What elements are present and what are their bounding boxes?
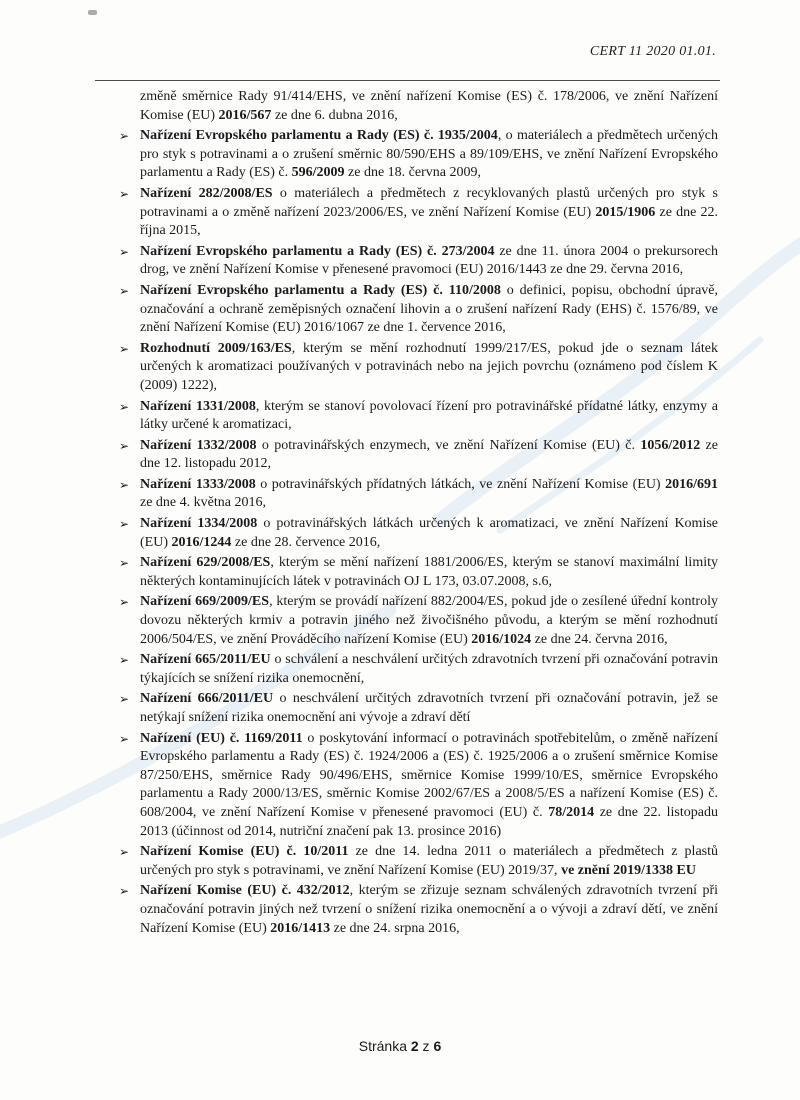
regulation-item-text: Nařízení 669/2009/ES, kterým se provádí nařízení 882/2004/ES, pokud jde o zesílené úřední kontroly dovozu některých krmiv a potravin jiného než živočišného původu, a kterým se mění rozhodnutí 2006/504/ES, ve znění Prováděcího nařízení Komise (EU) 2016/1024 ze dne 24. června 2016, bbox=[140, 594, 718, 647]
document-body bbox=[119, 88, 719, 940]
regulation-item-text: Nařízení 1332/2008 o potravinářských enzymech, ve znění Nařízení Komise (EU) č. 1056/2012 ze dne 12. listopadu 2012, bbox=[140, 437, 718, 472]
scan-artifact bbox=[88, 10, 97, 15]
regulation-item-text: Nařízení 629/2008/ES, kterým se mění nařízení 1881/2006/ES, kterým se stanoví maximální limity některých kontaminujících látek v potravinách OJ L 173, 03.07.2008, s.6, bbox=[140, 555, 718, 589]
regulation-item-text: Nařízení 1333/2008 o potravinářských přídatných látkách, ve znění Nařízení Komise (EU) 2016/691 ze dne 4. května 2016, bbox=[140, 476, 718, 511]
arrow-bullet-icon: ➢ bbox=[119, 399, 130, 414]
document-header bbox=[590, 44, 716, 60]
regulation-item-text: Nařízení Evropského parlamentu a Rady (ES) č. 110/2008 o definici, popisu, obchodní úpravě, označování a ochraně zeměpisných označení lihovin a o zrušení nařízení Rady (EHS) č. 1576/89, ve znění Nařízení Komise (EU) 2016/1067 ze dne 1. července 2016, bbox=[140, 282, 718, 336]
arrow-bullet-icon: ➢ bbox=[119, 731, 130, 746]
regulation-item-text: Nařízení 282/2008/ES o materiálech a předmětech z recyklovaných plastů určených pro styk s potravinami a o změně nařízení 2023/2006/ES, ve znění Nařízení Komise (EU) 2015/1906 ze dne 22. října 2015, bbox=[140, 185, 718, 239]
regulation-item bbox=[119, 554, 718, 591]
document-code: CERT 11 2020 01.01. bbox=[589, 44, 716, 59]
regulation-item bbox=[119, 882, 718, 938]
arrow-bullet-icon: ➢ bbox=[119, 244, 130, 259]
regulation-item bbox=[119, 515, 718, 552]
regulation-item bbox=[119, 593, 718, 649]
regulation-item-text: Rozhodnutí 2009/163/ES, kterým se mění rozhodnutí 1999/217/ES, pokud jde o seznam látek určených k aromatizaci používaných v potravinách nebo na jejich povrchu (oznámeno pod číslem K (2009) 1222), bbox=[140, 340, 718, 393]
arrow-bullet-icon: ➢ bbox=[119, 653, 130, 668]
regulation-item bbox=[119, 282, 718, 338]
regulation-list bbox=[119, 127, 719, 938]
arrow-bullet-icon: ➢ bbox=[119, 884, 130, 899]
arrow-bullet-icon: ➢ bbox=[119, 692, 130, 707]
arrow-bullet-icon: ➢ bbox=[119, 186, 130, 201]
regulation-item-text: Nařízení 1334/2008 o potravinářských látkách určených k aromatizaci, ve znění Nařízení Komise (EU) 2016/1244 ze dne 28. července 2016, bbox=[140, 516, 718, 550]
regulation-item-text: Nařízení 1331/2008, kterým se stanoví povolovací řízení pro potravinářské přídatné látky, enzymy a látky určené k aromatizaci, bbox=[140, 398, 718, 433]
arrow-bullet-icon: ➢ bbox=[119, 517, 130, 532]
arrow-bullet-icon: ➢ bbox=[119, 595, 130, 610]
regulation-item bbox=[119, 843, 718, 880]
arrow-bullet-icon: ➢ bbox=[119, 438, 130, 453]
regulation-item bbox=[119, 651, 718, 688]
intro-paragraph: změně směrnice Rady 91/414/EHS, ve znění nařízení Komise (ES) č. 178/2006, ve znění Nařízení Komise (EU) 2016/567 ze dne 6. dubna 2016, bbox=[140, 89, 718, 123]
header-rule bbox=[95, 80, 720, 81]
arrow-bullet-icon: ➢ bbox=[119, 283, 130, 298]
arrow-bullet-icon: ➢ bbox=[119, 341, 130, 356]
arrow-bullet-icon: ➢ bbox=[119, 556, 130, 571]
regulation-item-text: Nařízení Komise (EU) č. 10/2011 ze dne 14. ledna 2011 o materiálech a předmětech z plastů určených pro styk s potravinami, ve znění Nařízení Komise (EU) 2019/37, ve znění 2019/1338 EU bbox=[140, 844, 718, 878]
regulation-item-text: Nařízení 666/2011/EU o neschválení určitých zdravotních tvrzení při označování potravin, jež se netýkají snížení rizika onemocnění ani vývoje a zdraví dětí bbox=[140, 691, 718, 725]
regulation-item bbox=[119, 127, 718, 183]
regulation-item bbox=[119, 243, 718, 280]
regulation-item bbox=[119, 398, 718, 435]
regulation-item bbox=[119, 340, 718, 396]
arrow-bullet-icon: ➢ bbox=[119, 477, 130, 492]
regulation-item bbox=[119, 730, 719, 842]
regulation-item bbox=[119, 437, 718, 474]
regulation-item-text: Nařízení Evropského parlamentu a Rady (ES) č. 273/2004 ze dne 11. února 2004 o prekursorech drog, ve znění Nařízení Komise v přenesené pravomoci (EU) 2016/1443 ze dne 29. června 2016, bbox=[140, 243, 718, 278]
regulation-item bbox=[119, 185, 718, 241]
regulation-item-text: Nařízení Komise (EU) č. 432/2012, kterým se zřizuje seznam schválených zdravotních tvrzení při označování potravin jiných než tvrzení o snížení rizika onemocnění a o vývoji a zdraví dětí, ve znění Nařízení Komise (EU) 2016/1413 ze dne 24. srpna 2016, bbox=[140, 883, 718, 936]
regulation-item bbox=[119, 690, 718, 727]
regulation-item-text: Nařízení Evropského parlamentu a Rady (ES) č. 1935/2004, o materiálech a předmětech určených pro styk s potravinami a o zrušení směrnic 80/590/EHS a 89/109/EHS, ve znění Nařízení Evropského parlamentu a Rady (ES) č. 596/2009 ze dne 18. června 2009, bbox=[140, 128, 718, 181]
regulation-item-text: Nařízení 665/2011/EU o schválení a neschválení určitých zdravotních tvrzení při označování potravin týkajících se snížení rizika onemocnění, bbox=[140, 652, 718, 686]
regulation-item-text: Nařízení (EU) č. 1169/2011 o poskytování informací o potravinách spotřebitelům, o změně nařízení Evropského parlamentu a Rady (ES) č. 1924/2006 a (ES) č. 1925/2006 a o zrušení směrnice Komise 87/250/EHS, směrnice Rady 90/496/EHS, směrnice Komise 1999/10/ES, směrnice Evropského parlamentu a Rady 2000/13/ES, směrnic Komise 2002/67/ES a 2008/5/ES a nařízení Komise (ES) č. 608/2004, ve znění Nařízení Komise v přenesené pravomoci (EU) č. 78/2014 ze dne 22. listopadu 2013 (účinnost od 2014, nutriční značení pak 13. prosince 2016) bbox=[140, 730, 719, 839]
page-number: Stránka 2 z 6 bbox=[358, 1038, 442, 1054]
arrow-bullet-icon: ➢ bbox=[119, 129, 130, 144]
regulation-item bbox=[119, 476, 718, 513]
page-footer bbox=[0, 1038, 800, 1054]
arrow-bullet-icon: ➢ bbox=[119, 845, 130, 860]
